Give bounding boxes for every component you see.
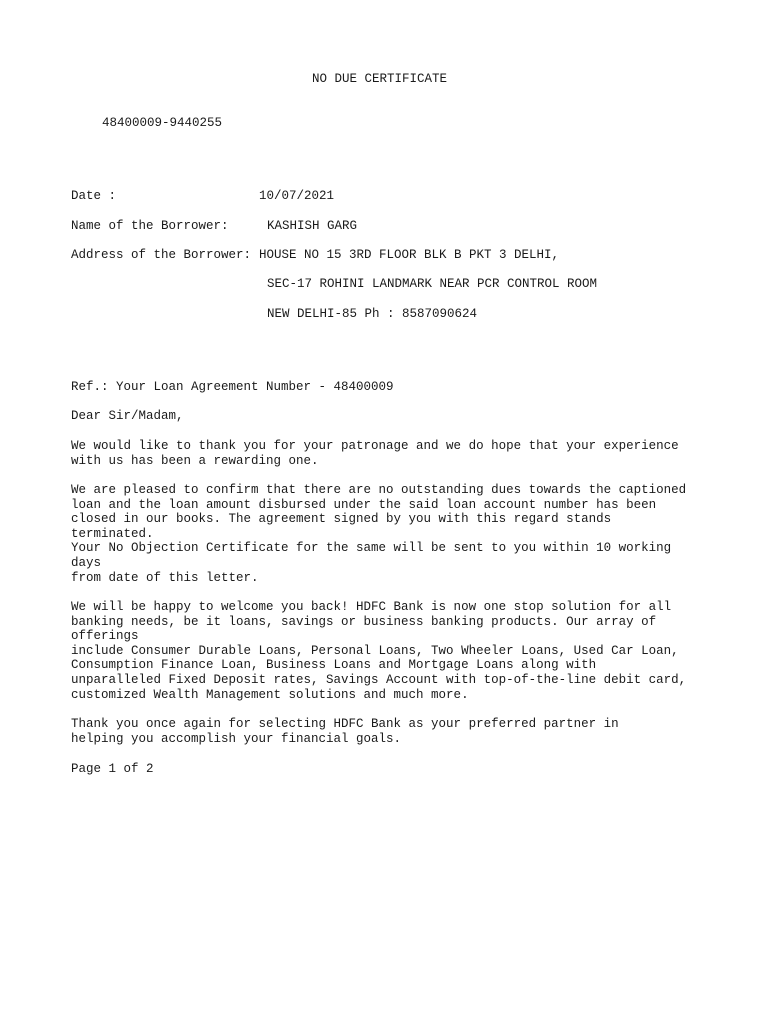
paragraph-closing: Thank you once again for selecting HDFC Bank as your preferred partner in helping you accomplish your financial goals. [71,717,619,746]
paragraph-offerings: We will be happy to welcome you back! HDFC Bank is now one stop solution for all banking needs, be it loans, savings or business banking products. Our array of offerings include Consumer Durable Loans, Personal Loans, Two Wheeler Loans, Used Car Loan, Consumption Finance Loan, Business Loans and Mortgage Loans along with unparalleled Fixed Deposit rates, Savings Account with top-of-the-line debit card, customized Wealth Management solutions and much more. [71,600,687,702]
address-line-2: SEC-17 ROHINI LANDMARK NEAR PCR CONTROL ROOM [267,277,598,291]
date-label: Date : [71,189,117,203]
address-line-3: NEW DELHI-85 Ph : 8587090624 [267,307,478,321]
date-value: 10/07/2021 [259,189,335,203]
ref-line: Ref.: Your Loan Agreement Number - 48400009 [71,380,394,394]
document-title: NO DUE CERTIFICATE [312,72,448,86]
paragraph-thanks: We would like to thank you for your patronage and we do hope that your experience with us has been a rewarding one. [71,439,679,468]
page-indicator: Page 1 of 2 [71,762,154,776]
borrower-name-label: Name of the Borrower: [71,219,229,233]
salutation: Dear Sir/Madam, [71,409,184,423]
borrower-name-value: KASHISH GARG [267,219,358,233]
reference-code: 48400009-9440255 [102,116,223,130]
address-label: Address of the Borrower: [71,248,252,262]
address-line-1: HOUSE NO 15 3RD FLOOR BLK B PKT 3 DELHI, [259,248,560,262]
paragraph-confirmation: We are pleased to confirm that there are no outstanding dues towards the captioned loan and the loan amount disbursed under the said loan account number has been closed in our books. The agreement signed by you with this regard stands terminated. Your No Objection Certificate for the same will be sent to you within 10 working days from date of this letter. [71,483,687,585]
